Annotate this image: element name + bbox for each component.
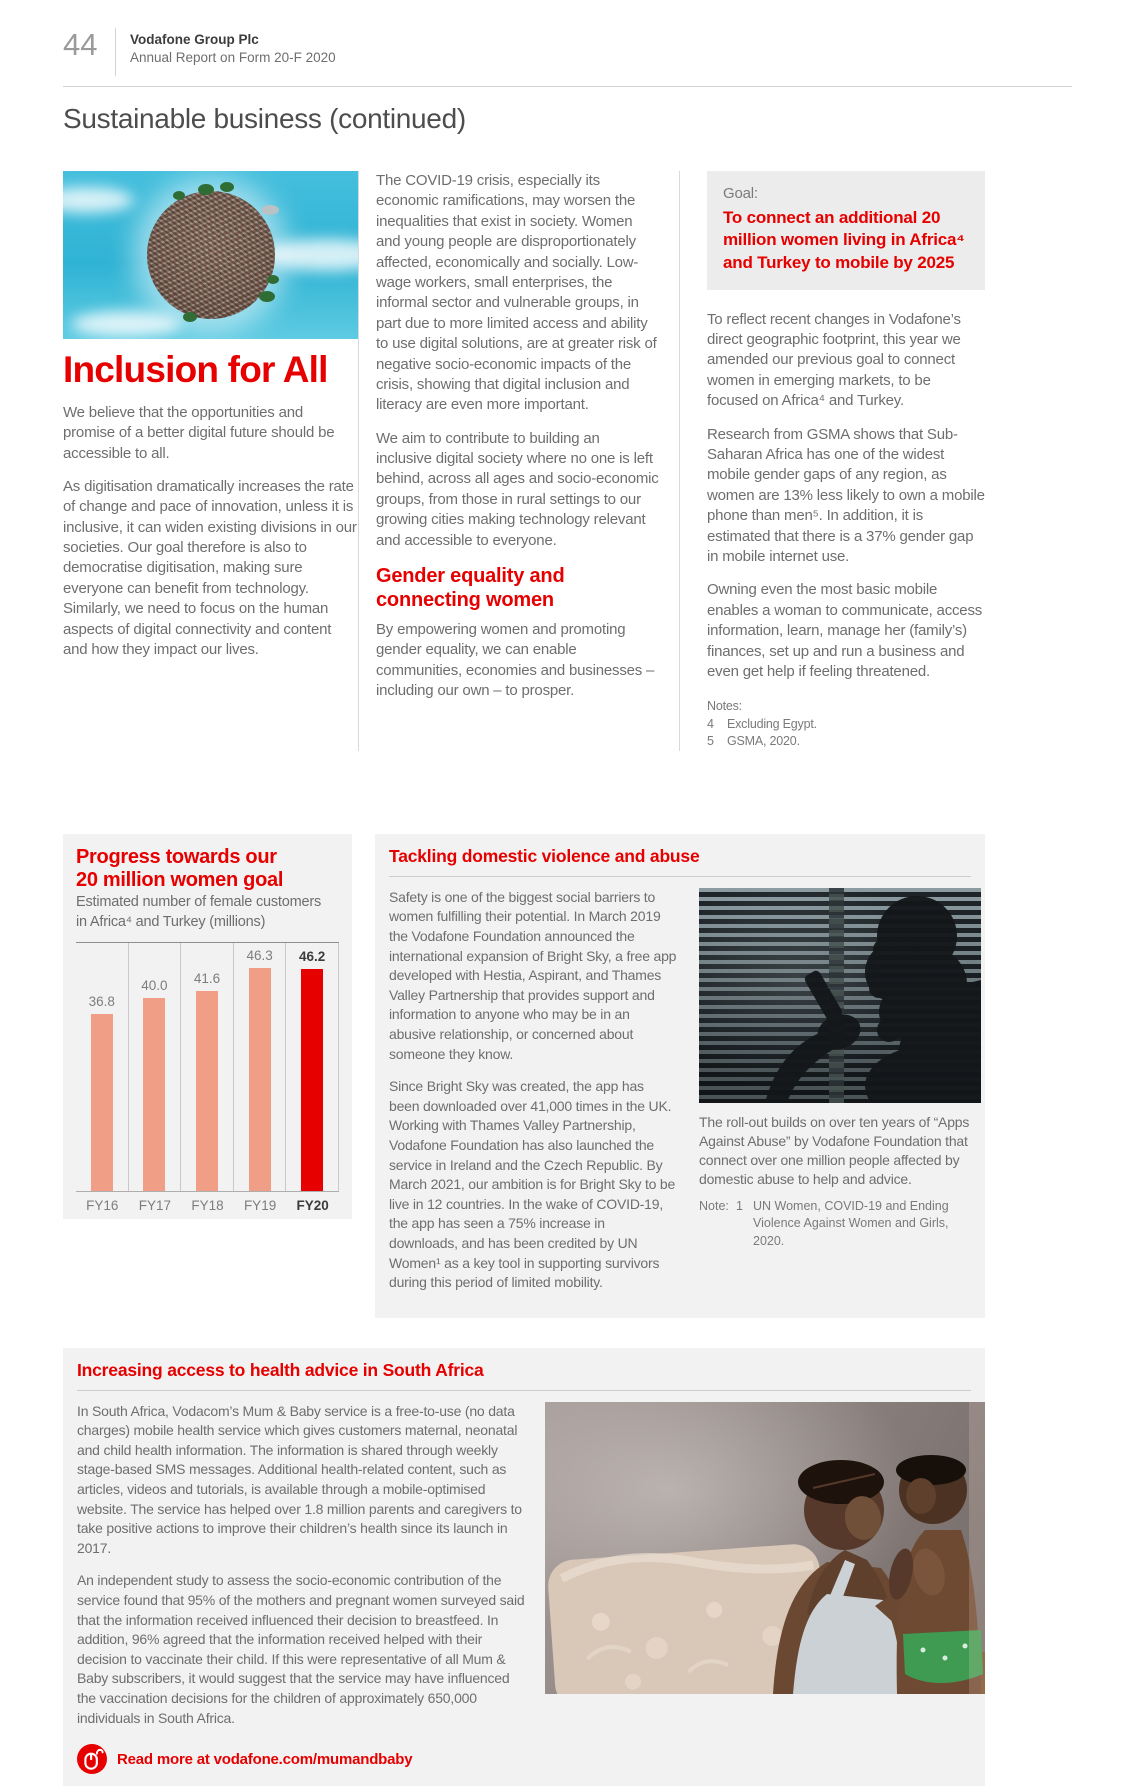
tackling-heading: Tackling domestic violence and abuse	[389, 845, 700, 866]
planet-globe	[147, 191, 275, 319]
bar-value-label: 46.2	[299, 949, 326, 965]
chart-subtitle: Estimated number of female customers	[76, 894, 322, 910]
top-section	[63, 171, 1135, 751]
footnote-item	[707, 733, 985, 751]
inclusion-title: Inclusion for All	[63, 349, 328, 390]
page-title: Sustainable business (continued)	[63, 103, 466, 134]
chart-title: 20 million women goal	[76, 869, 284, 892]
company-name: Vodafone Group Plc	[130, 32, 259, 47]
silhouette-figure	[699, 888, 981, 1103]
tree-shape	[220, 182, 234, 192]
note-label: Note:	[699, 1198, 729, 1213]
tackling-note	[699, 1198, 981, 1251]
bar-FY19	[249, 968, 271, 1191]
bar-value-label: 46.3	[246, 948, 273, 964]
footnote-item	[707, 716, 985, 734]
tree-shape	[173, 191, 185, 200]
gender-heading-line: connecting women	[376, 589, 554, 612]
tree-shape	[198, 184, 214, 195]
chart-xlabels	[76, 1198, 339, 1213]
photo-caption: The roll-out builds on over ten years of “Apps Against Abuse” by Vodafone Foundation that connect over one million people affected by domestic abuse to help and advice.	[699, 1113, 970, 1187]
mother-baby-figure	[545, 1402, 985, 1694]
bar-FY18	[196, 991, 218, 1191]
goal-paragraph: Owning even the most basic mobile enables a woman to communicate, access information, learn, manage her (family’s) finances, set up and run a business and even get help if feeling threatened.	[707, 581, 983, 680]
rock-shape	[261, 205, 279, 215]
cloud-shape	[63, 187, 134, 213]
tiny-planet-photo	[63, 171, 358, 339]
heading-rule	[77, 1390, 971, 1391]
x-tick-FY18: FY18	[191, 1198, 224, 1214]
bar-value-label: 41.6	[193, 971, 221, 987]
note-num: 1	[736, 1198, 743, 1213]
bar-FY16	[91, 1014, 113, 1191]
footnotes-label: Notes:	[707, 699, 742, 714]
x-tick-FY17: FY17	[138, 1198, 172, 1214]
covid-paragraph: The COVID-19 crisis, especially its economic ramifications, may worsen the inequalities that exist in society. Women and young people are disproportionately affected, economically and socially. Low-wage workers, small enterprises, the informal sector and vulnerable groups, in part due to more limited access and ability to use digital solutions, are at greater risk of negative socio-economic impacts of the crisis, showing that digital inclusion and literacy are even more important.	[376, 172, 657, 414]
chart-category-FY20	[286, 943, 339, 1191]
x-tick-FY19: FY19	[243, 1198, 277, 1214]
tackling-paragraph: Safety is one of the biggest social barriers to women fulfilling their potential. In March 2019 the Vodafone Foundation announced the international expansion of Bright Sky, a free app developed with Hestia, Aspirant, and Thames Valley Partnership that provides support and information to anyone who may be in an abusive relationship, or concerned about someone they know.	[389, 888, 677, 1062]
bar-FY20	[301, 969, 323, 1191]
goal-callout	[707, 171, 985, 290]
bar-FY17	[143, 998, 165, 1191]
readmore-link[interactable]	[77, 1744, 529, 1774]
gender-heading-line: Gender equality and	[376, 565, 565, 588]
tackling-paragraph: Since Bright Sky was created, the app has been downloaded over 41,000 times in the UK. Working with Thames Valley Partnership, Vodafone Foundation has also launched the service in Ireland and the Czech Republic. By March 2021, our ambition is for Bright Sky to be live in 12 countries. In the wake of COVID-19, the app has seen a 75% increase in downloads, and has been credited by UN Women¹ as a key tool in supporting survivors during this period of limited mobility.	[389, 1078, 676, 1291]
footnote-num: 5	[707, 734, 714, 749]
goal-text: To connect an additional 20 million women living in Africa⁴ and Turkey to mobile by 2025	[723, 208, 965, 272]
chart-plot	[76, 942, 339, 1192]
header-meta	[130, 28, 336, 66]
page-number: 44	[63, 27, 98, 62]
footnotes	[707, 698, 985, 751]
health-section	[63, 1348, 985, 1786]
footnote-text: Excluding Egypt.	[727, 716, 817, 731]
header-rule	[63, 86, 1072, 87]
health-text-column	[77, 1402, 545, 1775]
health-paragraph: In South Africa, Vodacom’s Mum & Baby service is a free-to-use (no data charges) mobile health service which gives customers maternal, neonatal and child health information. The information is shared through weekly stage-based SMS messages. Additional health-related content, such as articles, videos and tutorials, is available through a mobile-optimised website. The service has helped over 1.8 million parents and caregivers to take positive actions to improve their children’s health since its launch in 2017.	[77, 1402, 522, 1556]
column-covid	[358, 171, 680, 751]
report-name: Annual Report on Form 20-F 2020	[130, 49, 336, 65]
progress-chart-panel	[63, 834, 352, 1219]
x-tick-FY16: FY16	[86, 1198, 119, 1214]
column-goal	[680, 171, 985, 751]
page-header	[63, 28, 1135, 76]
column-inclusion	[63, 171, 358, 751]
tackling-media-column	[699, 888, 981, 1306]
inclusion-paragraph: As digitisation dramatically increases the rate of change and pace of innovation, unless it is inclusive, it can widen existing divisions in our societies. Our goal therefore is also to democratise digitisation, making sure everyone can benefit from technology. Similarly, we need to focus on the human aspects of digital connectivity and content and how they impact our lives.	[63, 477, 357, 659]
cloud-shape	[71, 311, 181, 337]
health-paragraph: An independent study to assess the socio-economic contribution of the service found that 95% of the mothers and pregnant women surveyed said that the information received influenced their decision to breastfeed. In addition, 96% agreed that the information received helped with their decision to vaccinate their child. If this were representative of all Mum & Baby subscribers, it would suggest that the service may have influenced the vaccination decisions for the children of approximately 650,000 individuals in South Africa.	[77, 1572, 525, 1726]
cloud-shape	[262, 239, 358, 271]
chart-subtitle: in Africa⁴ and Turkey (millions)	[76, 913, 266, 930]
bar-value-label: 36.8	[88, 994, 115, 1010]
readmore-text: Read more at vodafone.com/mumandbaby	[117, 1750, 413, 1768]
footnote-text: GSMA, 2020.	[727, 734, 800, 749]
inclusion-paragraph: We believe that the opportunities and promise of a better digital future should be accessible to all.	[63, 403, 335, 462]
note-text: UN Women, COVID-19 and Ending Violence Against Women and Girls, 2020.	[753, 1198, 949, 1248]
chart-category-FY18	[181, 943, 234, 1191]
tree-shape	[267, 275, 279, 284]
bar-value-label: 40.0	[141, 978, 168, 994]
gender-paragraph: By empowering women and promoting gender equality, we can enable communities, economies and businesses – including our own – to prosper.	[376, 621, 655, 700]
mother-baby-photo	[545, 1402, 985, 1694]
gender-heading	[376, 564, 659, 612]
silhouette-photo	[699, 888, 981, 1103]
goal-label: Goal:	[723, 185, 758, 202]
tackling-text-column	[389, 888, 685, 1306]
footnote-num: 4	[707, 716, 714, 731]
goal-paragraph: Research from GSMA shows that Sub-Saharan Africa has one of the widest mobile gender gaps of any region, as women are 13% less likely to own a mobile phone than men⁵. In addition, it is estimated that there is a 37% gender gap in mobile internet use.	[707, 425, 985, 565]
header-divider	[115, 28, 116, 76]
chart-category-FY16	[76, 943, 129, 1191]
goal-paragraph: To reflect recent changes in Vodafone’s direct geographic footprint, this year we amended our previous goal to connect women in emerging markets, to be focused on Africa⁴ and Turkey.	[707, 310, 961, 410]
mid-section	[63, 834, 1135, 1318]
covid-paragraph: We aim to contribute to building an inclusive digital society where no one is left behind, across all ages and socio-economic groups, from those in rural settings to our growing cities making technology relevant and accessible to everyone.	[376, 429, 659, 549]
health-heading: Increasing access to health advice in South Africa	[77, 1359, 484, 1380]
chart-title: Progress towards our	[76, 845, 277, 868]
chart-category-FY19	[234, 943, 287, 1191]
x-tick-FY20: FY20	[296, 1198, 329, 1214]
mouse-icon	[77, 1744, 107, 1774]
heading-rule	[389, 876, 971, 877]
chart-category-FY17	[129, 943, 182, 1191]
tree-shape	[259, 291, 275, 302]
tree-shape	[183, 312, 197, 322]
tackling-section	[375, 834, 985, 1318]
